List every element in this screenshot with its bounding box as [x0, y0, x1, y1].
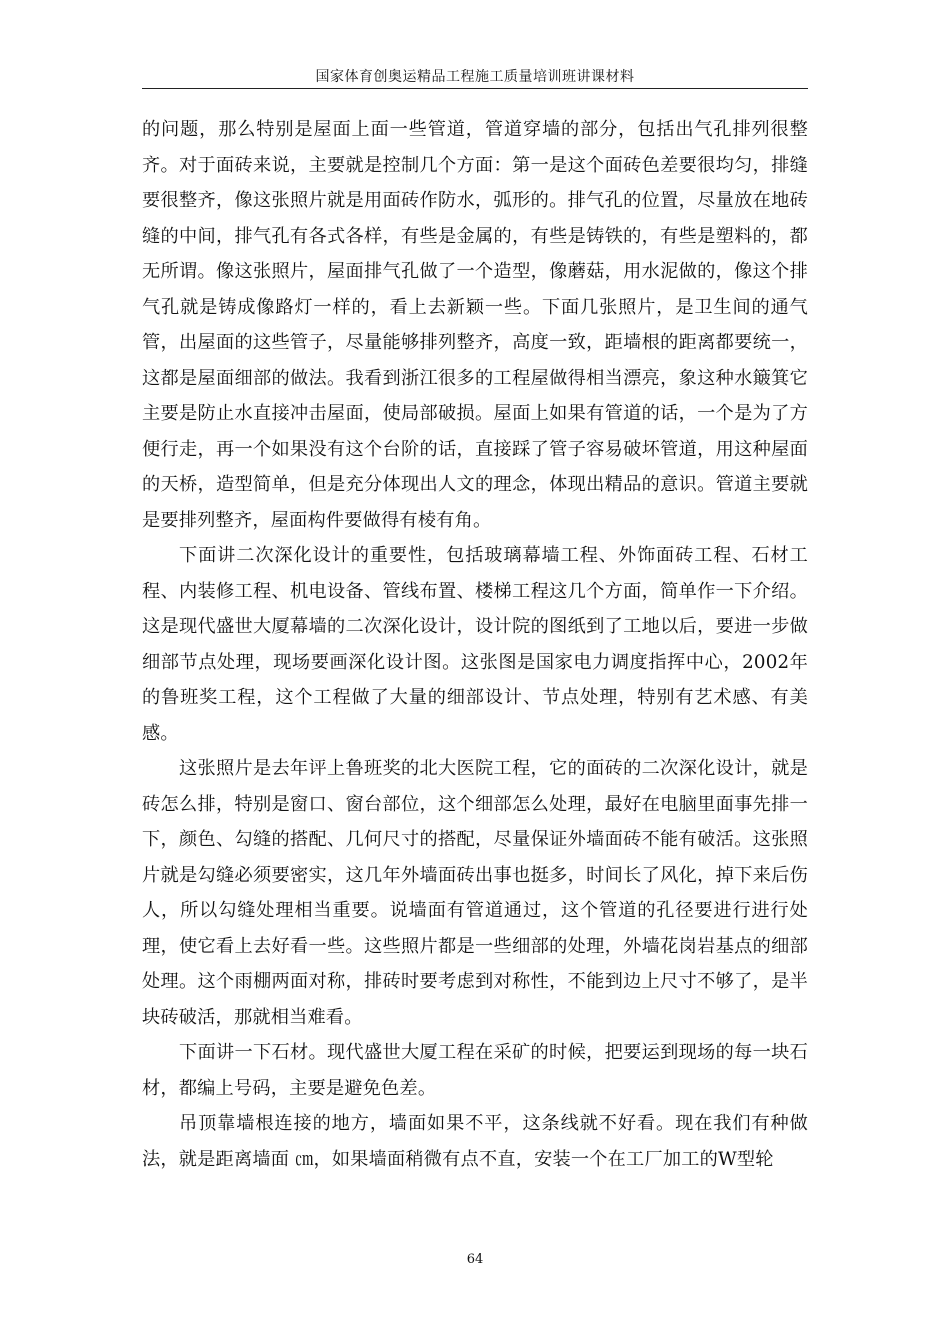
paragraph-tile-design: 这张照片是去年评上鲁班奖的北大医院工程，它的面砖的二次深化设计，就是砖怎么排，特别是窗口、窗台部位，这个细部怎么处理，最好在电脑里面事先排一下，颜色、勾缝的搭配、几何尺寸的搭配，尽量保证外墙面砖不能有破活。这张照片就是勾缝必须要密实，这几年外墙面砖出事也挺多，时间长了风化，掉下来后伤人，所以勾缝处理相当重要。说墙面有管道通过，这个管道的孔径要进行进行处理，使它看上去好看一些。这些照片都是一些细部的处理，外墙花岗岩基点的细部处理。这个雨棚两面对称，排砖时要考虑到对称性，不能到边上尺寸不够了，是半块砖破活，那就相当难看。 [142, 758, 808, 1028]
running-header: 国家体育创奥运精品工程施工质量培训班讲课材料 [315, 69, 635, 85]
body-text [142, 112, 808, 1177]
paragraph-stone: 下面讲一下石材。现代盛世大厦工程在采矿的时候，把要运到现场的每一块石材，都编上号码，主要是避免色差。 [142, 1042, 808, 1099]
paragraph-secondary-design: 下面讲二次深化设计的重要性，包括玻璃幕墙工程、外饰面砖工程、石材工程、内装修工程、机电设备、管线布置、楼梯工程这几个方面，简单作一下介绍。这是现代盛世大厦幕墙的二次深化设计，设计院的图纸到了工地以后，要进一步做细部节点处理，现场要画深化设计图。这张图是国家电力调度指挥中心，2002年的鲁班奖工程，这个工程做了大量的细部设计、节点处理，特别有艺术感、有美感。 [142, 545, 808, 744]
page-number: 64 [466, 1252, 484, 1267]
paragraph-continued: 的问题，那么特别是屋面上面一些管道，管道穿墙的部分，包括出气孔排列很整齐。对于面砖来说，主要就是控制几个方面：第一是这个面砖色差要很均匀，排缝要很整齐，像这张照片就是用面砖作防水，弧形的。排气孔的位置，尽量放在地砖缝的中间，排气孔有各式各样，有些是金属的，有些是铸铁的，有些是塑料的，都无所谓。像这张照片，屋面排气孔做了一个造型，像蘑菇，用水泥做的，像这个排气孔就是铸成像路灯一样的，看上去新颖一些。下面几张照片，是卫生间的通气管，出屋面的这些管子，尽量能够排列整齐，高度一致，距墙根的距离都要统一，这都是屋面细部的做法。我看到浙江很多的工程屋做得相当漂亮，象这种水簸箕它主要是防止水直接冲击屋面，使局部破损。屋面上如果有管道的话，一个是为了方便行走，再一个如果没有这个台阶的话，直接踩了管子容易破坏管道，用这种屋面的天桥，造型简单，但是充分体现出人文的理念，体现出精品的意识。管道主要就是要排列整齐，屋面构件要做得有棱有角。 [142, 119, 808, 531]
header-divider [142, 88, 808, 89]
paragraph-ceiling: 吊顶靠墙根连接的地方，墙面如果不平，这条线就不好看。现在我们有种做法，就是距离墙面 ㎝，如果墙面稍微有点不直，安装一个在工厂加工的W型轮 [142, 1113, 808, 1170]
